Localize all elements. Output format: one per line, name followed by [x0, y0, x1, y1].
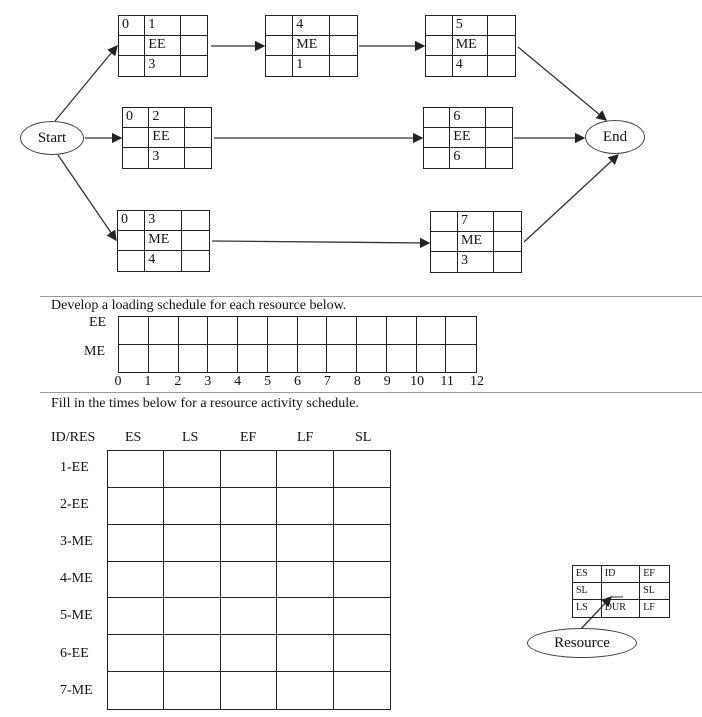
node-id: 1	[145, 16, 180, 36]
node-resource: ME	[458, 232, 494, 252]
start-node	[20, 121, 84, 155]
loading-cell[interactable]	[208, 345, 238, 373]
schedule-cell[interactable]	[334, 525, 390, 562]
header-ls: LS	[182, 430, 199, 445]
tick-label: 7	[323, 374, 331, 389]
schedule-cell[interactable]	[277, 598, 333, 635]
schedule-cell[interactable]	[221, 672, 277, 709]
schedule-cell[interactable]	[334, 451, 390, 488]
loading-cell[interactable]	[238, 345, 268, 373]
arrow-3-7	[212, 241, 429, 243]
loading-instruction: Develop a loading schedule for each resource below.	[51, 298, 347, 313]
loading-cell[interactable]	[357, 317, 387, 345]
header-lf: LF	[297, 430, 314, 445]
legend-sl-left: SL	[573, 583, 602, 600]
activity-node-7	[430, 211, 522, 273]
tick-label: 5	[264, 374, 272, 389]
schedule-cell[interactable]	[221, 598, 277, 635]
legend-lf: LF	[643, 602, 655, 613]
schedule-cell[interactable]	[334, 562, 390, 599]
legend-sl-right: SL	[640, 583, 669, 600]
node-duration: 3	[458, 252, 494, 272]
schedule-row-label: 5-ME	[60, 608, 93, 624]
loading-cell[interactable]	[387, 317, 417, 345]
loading-cell[interactable]	[327, 345, 357, 373]
tick-label: 9	[383, 374, 391, 389]
schedule-cell[interactable]	[108, 451, 164, 488]
activity-node-1	[118, 15, 208, 77]
loading-cell[interactable]	[179, 345, 209, 373]
schedule-cell[interactable]	[164, 562, 220, 599]
node-duration: 3	[145, 56, 180, 76]
schedule-table[interactable]	[107, 450, 391, 710]
loading-cell[interactable]	[268, 345, 298, 373]
schedule-cell[interactable]	[164, 672, 220, 709]
divider	[40, 392, 702, 393]
node-id: 2	[149, 108, 184, 128]
node-es: 0	[118, 211, 145, 231]
end-node	[585, 120, 645, 154]
node-es	[426, 16, 453, 36]
loading-cell[interactable]	[446, 317, 476, 345]
schedule-cell[interactable]	[108, 488, 164, 525]
schedule-cell[interactable]	[221, 525, 277, 562]
node-duration: 6	[450, 148, 485, 168]
arrow-start-3	[58, 155, 116, 240]
legend-dur: DUR	[602, 600, 640, 617]
schedule-cell[interactable]	[108, 598, 164, 635]
node-resource: ME	[145, 231, 181, 251]
node-resource: ME	[293, 36, 329, 56]
node-es	[266, 16, 293, 36]
tick-label: 1	[144, 374, 152, 389]
schedule-row-label: 1-EE	[60, 460, 89, 475]
legend-id: ID	[602, 566, 640, 583]
legend-resource-cell	[602, 583, 640, 600]
loading-cell[interactable]	[179, 317, 209, 345]
loading-cell[interactable]	[417, 345, 447, 373]
activity-node-3	[117, 210, 210, 272]
schedule-row-label: 2-EE	[60, 497, 89, 513]
activity-node-6	[423, 107, 513, 169]
activity-node-5	[425, 15, 516, 77]
loading-row-label-ee: EE	[89, 315, 107, 330]
resource-label: Resource	[554, 634, 610, 651]
loading-cell[interactable]	[208, 317, 238, 345]
schedule-cell[interactable]	[277, 488, 333, 525]
legend-es: ES	[573, 566, 602, 583]
tick-label: 3	[204, 374, 212, 389]
loading-cell[interactable]	[298, 317, 328, 345]
loading-cell[interactable]	[327, 317, 357, 345]
schedule-cell[interactable]	[164, 598, 220, 635]
schedule-cell[interactable]	[164, 451, 220, 488]
schedule-cell[interactable]	[108, 672, 164, 709]
loading-cell[interactable]	[119, 317, 149, 345]
arrow-5-end	[518, 47, 606, 120]
loading-cell[interactable]	[119, 345, 149, 373]
divider	[40, 296, 702, 297]
tick-label: 12	[470, 374, 484, 389]
node-duration: 4	[145, 251, 181, 271]
schedule-cell[interactable]	[334, 672, 390, 709]
loading-row-label-me: ME	[84, 344, 105, 359]
schedule-cell[interactable]	[334, 635, 390, 672]
arrow-7-end	[524, 155, 618, 242]
schedule-row-label: 3-ME	[60, 534, 93, 550]
arrow-start-1	[55, 46, 117, 121]
start-label: Start	[37, 129, 67, 146]
activity-node-2	[122, 107, 212, 169]
header-sl: SL	[355, 430, 372, 445]
loading-cell[interactable]	[149, 317, 179, 345]
node-id: 5	[453, 16, 489, 36]
resource-oval	[527, 628, 637, 658]
node-id: 3	[145, 211, 181, 231]
legend-node	[572, 565, 670, 618]
schedule-instruction: Fill in the times below for a resource activity schedule.	[51, 396, 359, 411]
node-es: 0	[119, 16, 145, 36]
node-duration: 4	[453, 56, 489, 76]
loading-cell[interactable]	[298, 345, 328, 373]
schedule-cell[interactable]	[221, 488, 277, 525]
legend-ls: LS	[573, 600, 602, 617]
schedule-cell[interactable]	[277, 672, 333, 709]
schedule-cell[interactable]	[277, 451, 333, 488]
schedule-row-label: 6-EE	[60, 645, 89, 661]
node-es: 0	[123, 108, 149, 128]
node-resource: EE	[450, 128, 485, 148]
activity-node-4	[265, 15, 358, 77]
schedule-row-label: 7-ME	[60, 682, 93, 698]
tick-label: 2	[174, 374, 182, 389]
schedule-cell[interactable]	[221, 451, 277, 488]
node-duration: 3	[149, 148, 184, 168]
legend-ef: EF	[640, 566, 669, 583]
tick-label: 10	[410, 374, 425, 389]
node-es	[431, 212, 458, 232]
schedule-cell[interactable]	[108, 635, 164, 672]
node-es	[424, 108, 450, 128]
tick-label: 6	[294, 374, 301, 389]
loading-cell[interactable]	[238, 317, 268, 345]
end-label: End	[602, 128, 628, 145]
node-resource: EE	[145, 36, 180, 56]
schedule-cell[interactable]	[277, 525, 333, 562]
schedule-cell[interactable]	[277, 562, 333, 599]
tick-label: 8	[353, 374, 361, 389]
header-id-res: ID/RES	[51, 430, 96, 445]
schedule-cell[interactable]	[164, 488, 220, 525]
schedule-cell[interactable]	[108, 562, 164, 599]
node-resource: EE	[149, 128, 184, 148]
schedule-cell[interactable]	[277, 635, 333, 672]
schedule-cell[interactable]	[221, 635, 277, 672]
header-ef: EF	[240, 430, 257, 445]
schedule-cell[interactable]	[334, 598, 390, 635]
node-id: 4	[293, 16, 329, 36]
loading-grid[interactable]	[118, 316, 477, 373]
tick-label: 4	[234, 374, 242, 389]
schedule-cell[interactable]	[164, 635, 220, 672]
tick-label: 11	[440, 374, 454, 389]
loading-cell[interactable]	[446, 345, 476, 373]
schedule-row-label: 4-ME	[60, 571, 93, 587]
schedule-cell[interactable]	[108, 525, 164, 562]
tick-label: 0	[114, 374, 122, 389]
header-es: ES	[125, 430, 142, 445]
loading-cell[interactable]	[387, 345, 417, 373]
node-id: 6	[450, 108, 485, 128]
schedule-cell[interactable]	[221, 562, 277, 599]
loading-cell[interactable]	[417, 317, 447, 345]
node-resource: ME	[453, 36, 489, 56]
loading-cell[interactable]	[357, 345, 387, 373]
node-id: 7	[458, 212, 494, 232]
schedule-cell[interactable]	[334, 488, 390, 525]
node-duration: 1	[293, 56, 329, 76]
loading-cell[interactable]	[268, 317, 298, 345]
loading-cell[interactable]	[149, 345, 179, 373]
schedule-cell[interactable]	[164, 525, 220, 562]
